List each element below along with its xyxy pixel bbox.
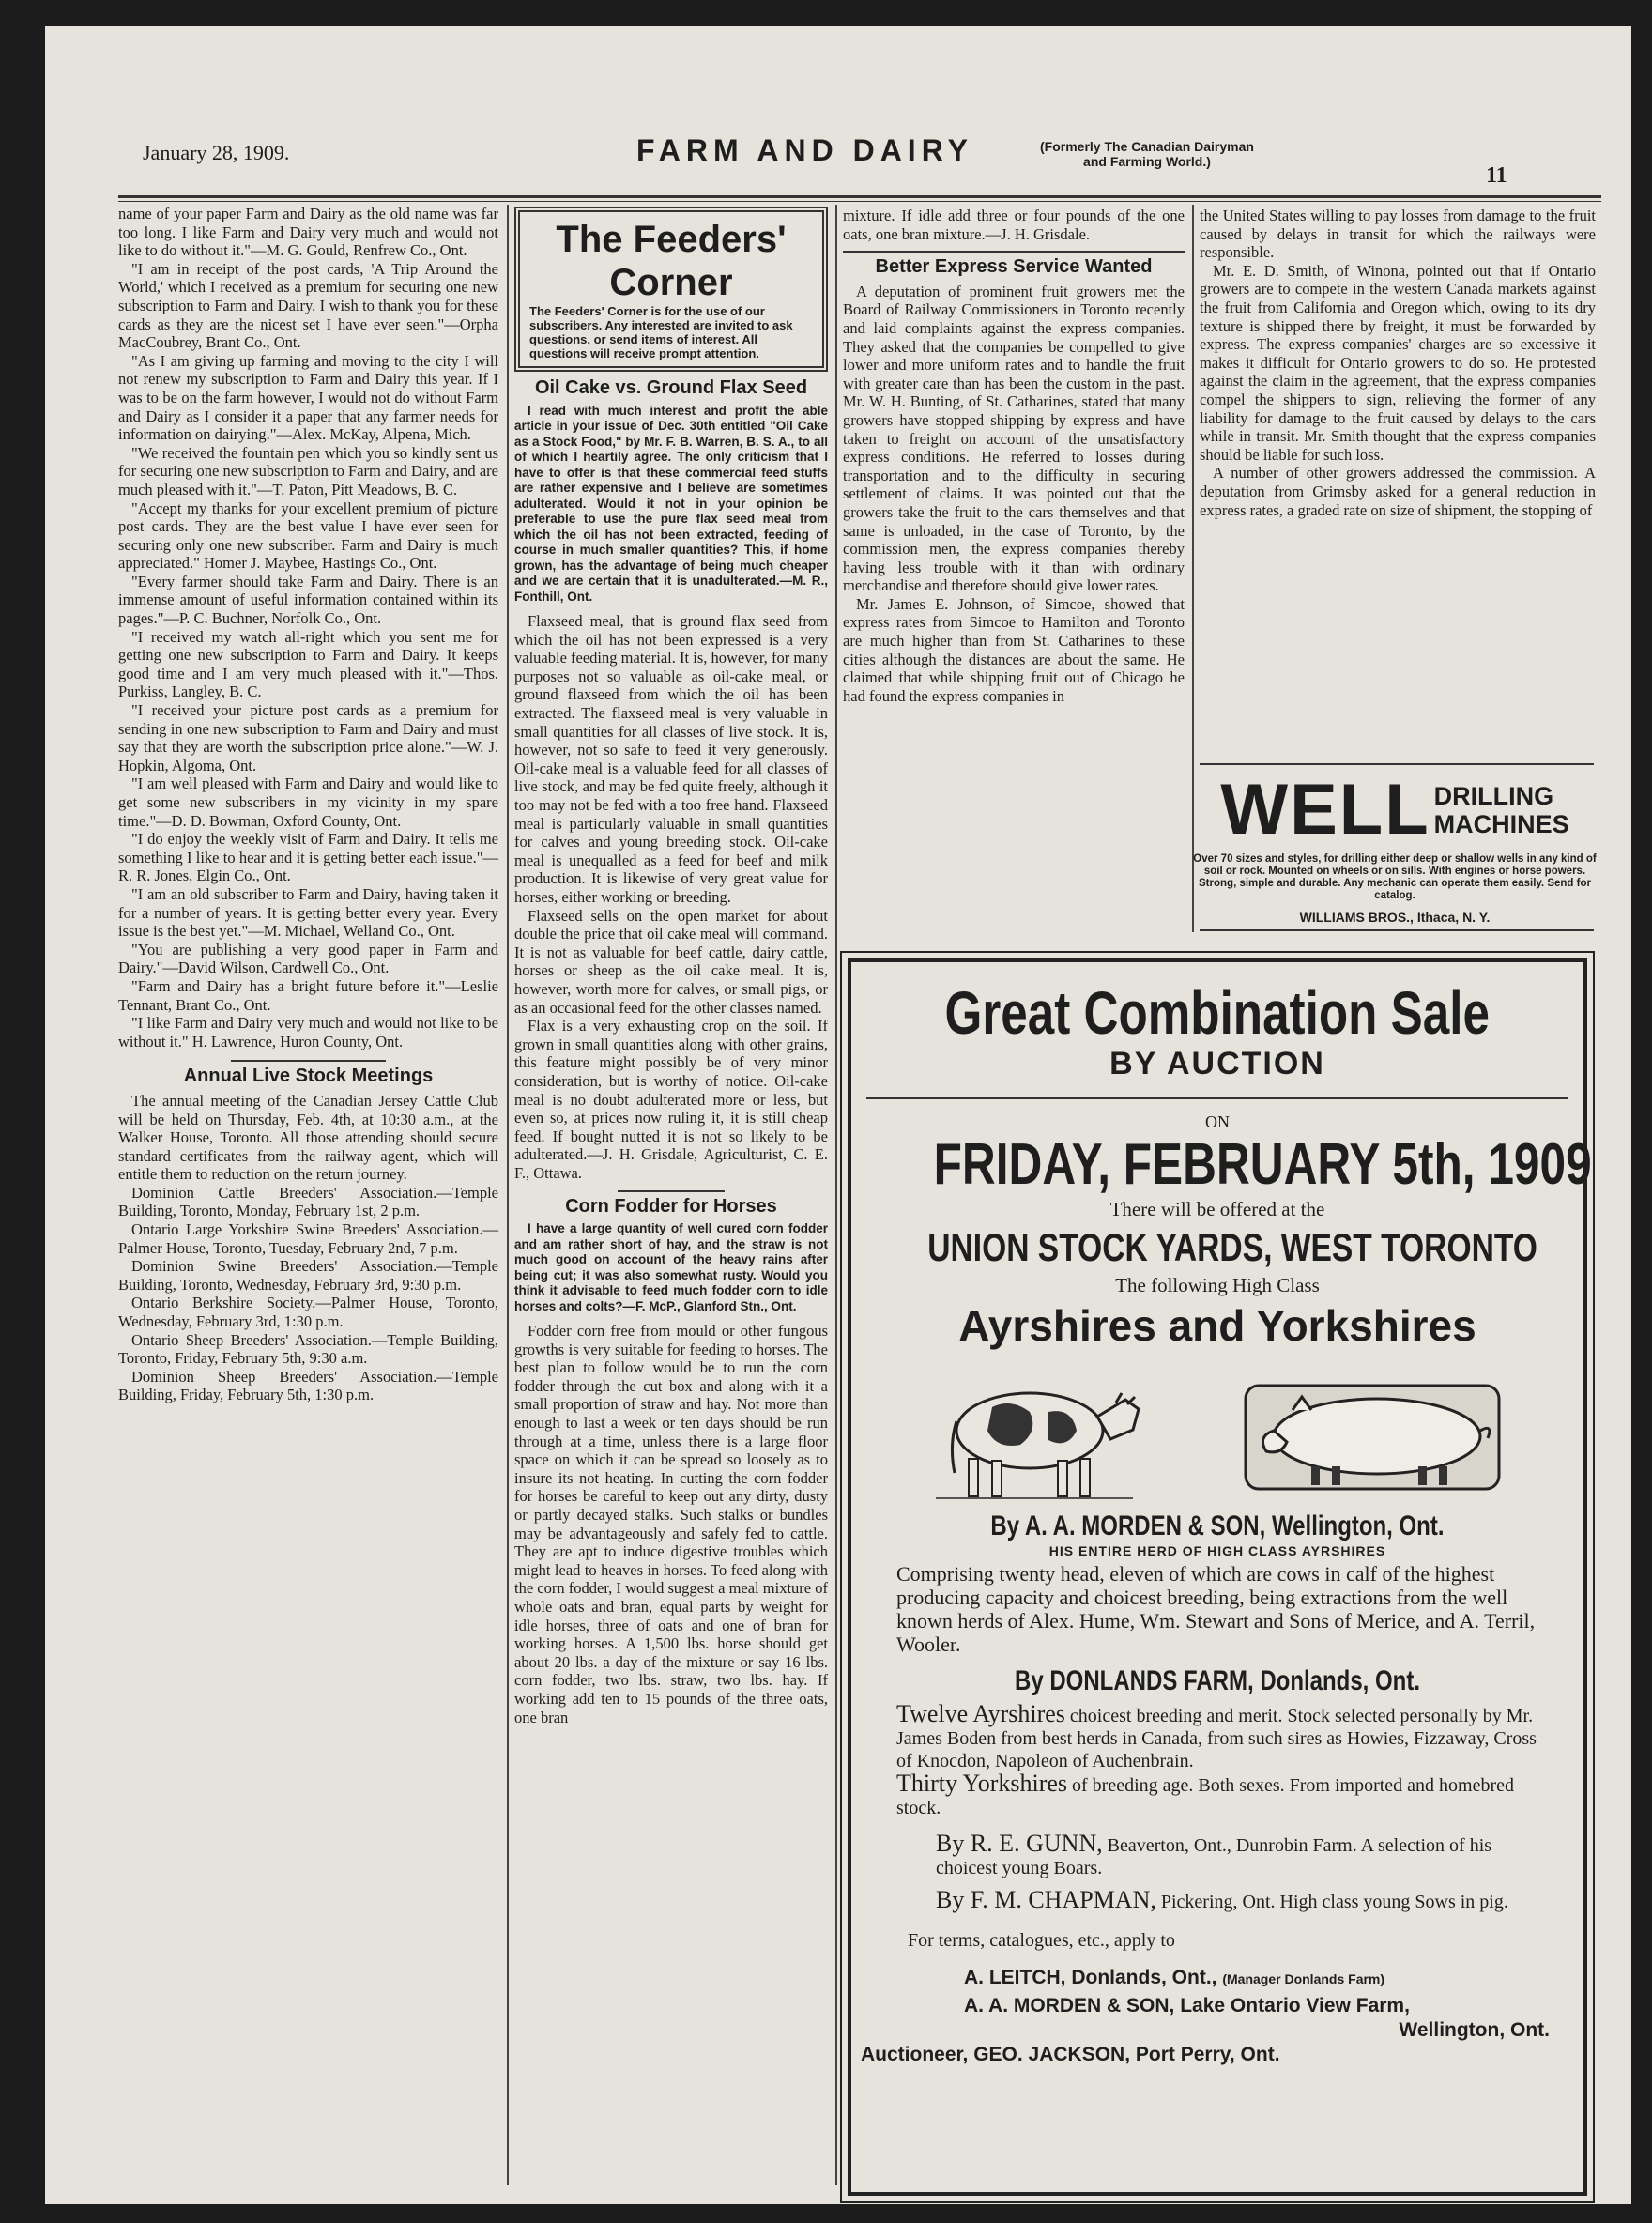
well-ad-lines [1434,782,1569,838]
letter-paragraph: "I am in receipt of the post cards, 'A Trip Around the World,' which I received as a premium for securing one new subscription to Farm and Dairy. I wish to thank you for these cards as they are the nicest set I have ever seen."—Orpha MacCoubrey, Brant Co., Ont. [118,259,498,352]
letter-paragraph: "I do enjoy the weekly visit of Farm and Dairy. It tells me something I like to hear and it is getting better each issue."—R. R. Jones, Elgin Co., Ont. [118,830,498,885]
morden-town: Wellington, Ont. [1399,2019,1550,2041]
meeting-paragraph: Ontario Berkshire Society.—Palmer House, Toronto, Wednesday, February 3rd, 1:30 p.m. [118,1294,498,1331]
combination-sale-ad [848,958,1592,2196]
meeting-paragraph: Ontario Large Yorkshire Swine Breeders' Association.—Palmer House, Toronto, Tuesday, February 2nd, 7 p.m. [118,1220,498,1257]
meeting-paragraph: Dominion Cattle Breeders' Association.—Temple Building, Toronto, Monday, February 1st, 2 p.m. [118,1183,498,1220]
pig-icon [1246,1386,1499,1489]
formerly-line-2: and Farming World.) [1083,154,1211,169]
meetings-heading: Annual Live Stock Meetings [183,1066,434,1087]
ad-rule [1200,763,1594,765]
column-divider-1 [507,205,509,2185]
letter-paragraph: "I received your picture post cards as a premium for sending in one new subscription to Farm and Dairy and must say that they are worth the subscription price alone."—W. J. Hopkin, Algoma, Ont. [118,701,498,774]
sale-subtitle: BY AUCTION [1109,1046,1325,1081]
livestock-illustrations [851,1365,1583,1506]
morden-subheading: HIS ENTIRE HERD OF HIGH CLASS AYRSHIRES [1048,1543,1386,1558]
express-paragraph: the United States willing to pay losses from damage to the fruit caused by delays in transit for which the railways were responsible. [1200,207,1596,262]
letter-paragraph: "We received the fountain pen which you so kindly sent us for securing one new subscription to Farm and Dairy, and are much pleased with it."—T. Paton, Pitt Meadows, B. C. [118,443,498,498]
header-rule-thin [118,201,1601,202]
column-4 [1200,207,1596,519]
sale-date: FRIDAY, FEBRUARY 5th, 1909 [933,1132,1592,1197]
section-rule [231,1060,386,1062]
header-rule [118,195,1601,198]
express-paragraph: Mr. James E. Johnson, of Simcoe, showed that express rates from Simcoe to Hamilton and Toronto are much higher than from St. Catharines to these cities although the distances are about the same. He claimed that while shipping fruit out of Chicago he had found the express companies in [843,594,1185,705]
meeting-paragraph: Dominion Sheep Breeders' Association.—Temple Building, Friday, February 5th, 1:30 p.m. [118,1367,498,1404]
formerly-line-1: (Formerly The Canadian Dairyman [1040,139,1254,154]
chapman-entry: By F. M. CHAPMAN, Pickering, Ont. High class young Sows in pig. [936,1886,1508,1913]
fodder-continuation: mixture. If idle add three or four pounds of the one oats, one bran mixture.—J. H. Grisdale. [843,207,1185,243]
express-paragraph: A number of other growers addressed the commission. A deputation from Grimsby asked for a general reduction in express rates, a graded rate on size of shipment, the stopping of [1200,464,1596,519]
donlands-heading: By DONLANDS FARM, Donlands, Ont. [1015,1665,1420,1696]
letter-paragraph: "I received my watch all-right which you sent me for getting one new subscription to Farm and Dairy. It keeps good time and I am very much pleased with it."—Thos. Purkiss, Langley, B. C. [118,627,498,701]
well-ad-big: WELL [1220,770,1430,850]
corn-fodder-answer: Fodder corn free from mould or other fungous growths is very suitable for feeding to horses. The best plan to follow would be to run the corn fodder through the cut box and along with it a small proportion of straw and hay. Not more than enough to last a week or ten days should be run through at a time, unless there is a large floor space on which it can be spread so loosely as to insure its not heating. In cutting the corn fodder for horses be careful to keep out any dirty, dusty or partly decayed stalks. Such stalks or bundles may be advantageously and safely fed to cattle. They are apt to induce digestive troubles which might lead to heaves in horses. To feed along with the corn fodder, I would suggest a meal mixture of whole oats and bran, equal parts by weight for idle horses, three of oats and one of bran for working horses. A 1,500 lbs. horse should get about 20 lbs. a day of the mixture or say 16 lbs. corn fodder, two lbs. straw, two lbs. hay. If working add ten to 15 pounds of the three oats, one bran [514,1322,828,1726]
letter-paragraph: "Every farmer should take Farm and Dairy. There is an immense amount of useful information contained within its pages."—P. C. Buchner, Norfolk Co., Ont. [118,572,498,628]
oil-cake-answer: Flaxseed sells on the open market for about double the price that oil cake meal will command. It is not as valuable for beef cattle, dairy cattle, horses or sheep as the oil cake meal. It is, however, worth more for calves, or small pigs, or as an occasional feed for the other classes named. [514,906,828,1017]
well-ad-description: Over 70 sizes and styles, for drilling either deep or shallow wells in any kind of soil or rock. Mounted on wheels or on sills. With engines or horse powers. Strong, simple and durable. Any mechanic can operate them easily. Send for catalog. [1193,853,1597,901]
corn-fodder-heading: Corn Fodder for Horses [565,1195,777,1217]
donlands-yorkshires: Thirty Yorkshires of breeding age. Both sexes. From imported and homebred stock. [896,1770,1515,1818]
oil-cake-answer: Flax is a very exhausting crop on the soil. If grown in small quantities along with other grains, this feature might possibly be of very minor consideration, but is worthy of notice. Oil-cake meal is no doubt adulterated more or less, but even so, at prices now ruling it, it is still cheap feed. If bought nutted it is not so likely to be adulterated.—J. H. Grisdale, Agriculturist, C. E. F., Ottawa. [514,1017,828,1182]
cow-icon [936,1393,1139,1498]
cow-and-pig-illustration [851,1365,1583,1506]
sale-on: ON [1205,1112,1230,1131]
letter-paragraph: "Farm and Dairy has a bright future before it."—Leslie Tennant, Brant Co., Ont. [118,976,498,1014]
feeders-corner-box [514,207,828,372]
newspaper-page [45,26,1631,2204]
express-paragraph: Mr. E. D. Smith, of Winona, pointed out that if Ontario growers are to compete in the western Canada markets against the fruit from California and Oregon which, owing to its dry texture is shipped there by freight, it must be forwarded by express. The express companies' charges are so excessive it makes it difficult for Ontario growers to do so. He protested against the claim in the agreement, that the express companies compel the shippers to sign, relieving the former of any liability for damage to the fruit caused by delays to the cars while in transit. Mr. Smith thought that the express companies should be liable for such loss. [1200,261,1596,464]
feeders-corner-title: The Feeders' Corner [556,219,787,303]
feeders-corner-intro: The Feeders' Corner is for the use of our subscribers. Any interested are invited to ask questions, or send items of interest. All questions will receive prompt attention. [529,304,793,360]
sale-title: Great Combination Sale [944,979,1491,1047]
letter-paragraph: "I am well pleased with Farm and Dairy and would like to get some new subscribers in my vicinity in my spare time."—D. D. Bowman, Oxford County, Ont. [118,774,498,830]
donlands-ayrshires: Twelve Ayrshires choicest breeding and merit. Stock selected personally by Mr. James Boden from best herds in Canada, from such sires as Howies, Fizzaway, Cross of Knocdon, Napoleon of Auchenbrain. [896,1700,1537,1771]
column-divider-2 [835,205,837,2185]
section-rule [843,251,1185,253]
morden-text: Comprising twenty head, eleven of which are cows in calf of the highest producing capacity and choicest breeding, being extractions from the well known herds of Alex. Hume, Wm. Stewart and Sons of Merice, and A. Terril, Wooler. [896,1562,1536,1656]
page-number: 11 [1486,163,1507,188]
gunn-entry: By R. E. GUNN, Beaverton, Ont., Dunrobin Farm. A selection of his choicest young Boars. [936,1830,1492,1878]
column-1 [118,205,498,1404]
letter-paragraph: name of your paper Farm and Dairy as the old name was far too long. I like Farm and Dairy very much and would not like to do without it."—M. G. Gould, Renfrew Co., Ont. [118,205,498,260]
oil-cake-question: I read with much interest and profit the able article in your issue of Dec. 30th entitled "Oil Cake as a Stock Food," by Mr. F. B. Warren, B. S. A., to all of which I heartily agree. The only criticism that I have to offer is that these commercial feed stuffs are rather expensive and I believe are sometimes adulterated. Would it not in your opinion be preferable to use the pure flax seed meal from which the oil has not been extracted, feeding of course in much smaller quantities? This, if home grown, has the advantage of being much cheaper and we are certain that it is unadulterated.—M. R., Fonthill, Ont. [514,403,828,604]
meeting-paragraph: Dominion Swine Breeders' Association.—Temple Building, Toronto, Wednesday, February 3rd, 9:30 p.m. [118,1257,498,1294]
letter-paragraph: "I like Farm and Dairy very much and would not like to be without it." H. Lawrence, Huron County, Ont. [118,1014,498,1050]
sale-following: The following High Class [1115,1274,1320,1296]
column-3 [843,207,1185,705]
oil-cake-answer: Flaxseed meal, that is ground flax seed from which the oil has not been expressed is a very valuable feeding material. It is, however, for many purposes not so valuable as oil-cake meal, or ground flaxseed from which the oil has been extracted. The flaxseed meal is very valuable in small quantities for all classes of live stock. It is, however, not so safe to feed it very generously. Oil-cake meal is a valuable feed for all classes of live stock, and may be fed quite freely, although it too may not be fed with a too free hand. Flaxseed meal is particularly valuable in small quantities for calves and young breeding stock. Oil-cake meal is unequalled as a feed for beef and milk production. It is likewise of very great value for horses, either working or breeding. [514,612,828,906]
meeting-paragraph: The annual meeting of the Canadian Jersey Cattle Club will be held on Thursday, Feb. 4th, at 10:30 a.m., at the Walker House, Toronto. All those attending should secure standard certificates from the railway agent, which will entitle them to reduction on the return journey. [118,1091,498,1184]
masthead-formerly [1040,139,1254,169]
express-paragraph: A deputation of prominent fruit growers met the Board of Railway Commissioners in Toronto recently and laid complaints against the express companies. They asked that the companies be compelled to give lower and more uniform rates and to handle the fruit with greater care than has been the custom in the past. Mr. W. H. Bunting, of St. Catharines, stated that many growers have stopped shipping by express and have taken to freight on account of the unsatisfactory express conditions. He referred to losses during transportation and to the difficulty in securing settlement of claims. It was pointed out that the growers take the fruit to the cars themselves and that same is unloaded, in the case of Toronto, by the commission men, the express companies thereby having less trouble with it than with ordinary merchandise and therefore should give lower rates. [843,282,1185,595]
letter-paragraph: "I am an old subscriber to Farm and Dairy, having taken it for a number of years. It is getting better every year. Every issue is the best yet."—M. Michael, Welland Co., Ont. [118,884,498,941]
ad-rule [1200,929,1594,931]
well-ad-line-1: DRILLING [1433,782,1554,810]
letter-paragraph: "As I am giving up farming and moving to the city I will not renew my subscription to Farm and Dairy this year. If I was to be on the farm however, I would not do without Farm and Dairy as I consider it a paper that any farmer needs for information on dairying."—Alex. McKay, Alpena, Mich. [118,351,498,444]
masthead-title: FARM AND DAIRY [636,133,973,167]
section-rule [618,1190,725,1192]
express-heading: Better Express Service Wanted [875,256,1153,278]
morden-heading: By A. A. MORDEN & SON, Wellington, Ont. [990,1510,1445,1541]
auctioneer-line: Auctioneer, GEO. JACKSON, Port Perry, Ont. [861,2044,1280,2065]
terms-line: For terms, catalogues, etc., apply to [908,1930,1175,1951]
column-2 [514,207,828,1726]
well-ad-line-2: MACHINES [1433,810,1569,838]
corn-fodder-question: I have a large quantity of well cured corn fodder and am rather short of hay, and the straw is not much good on account of the heavy rains after being cut; it was also somewhat rusty. Would you think it advisable to feed much fodder corn to idle horses and colts?—F. McP., Glanford Stn., Ont. [514,1221,828,1313]
sale-offered: There will be offered at the [1109,1198,1325,1220]
oil-cake-heading: Oil Cake vs. Ground Flax Seed [534,377,808,398]
issue-date: January 28, 1909. [143,141,290,164]
sale-breeds: Ayrshires and Yorkshires [958,1301,1476,1350]
sale-place: UNION STOCK YARDS, WEST TORONTO [927,1225,1537,1269]
well-ad-maker: WILLIAMS BROS., Ithaca, N. Y. [1299,910,1491,925]
letter-paragraph: "You are publishing a very good paper in Farm and Dairy."—David Wilson, Cardwell Co., Ont. [118,940,498,977]
well-drilling-ad [1190,770,1599,925]
leitch-line: A. LEITCH, Donlands, Ont., (Manager Donlands Farm) [964,1967,1385,1988]
letter-paragraph: "Accept my thanks for your excellent premium of picture post cards. They are the best value I have ever seen for securing only one new subscriber. Farm and Dairy is much appreciated." Homer J. Maybee, Hastings Co., Ont. [118,498,498,573]
meeting-paragraph: Ontario Sheep Breeders' Association.—Temple Building, Toronto, Friday, February 5th, 9:30 a.m. [118,1330,498,1368]
morden-address: A. A. MORDEN & SON, Lake Ontario View Farm, [964,1995,1410,2016]
ad-rule [866,1097,1568,1099]
